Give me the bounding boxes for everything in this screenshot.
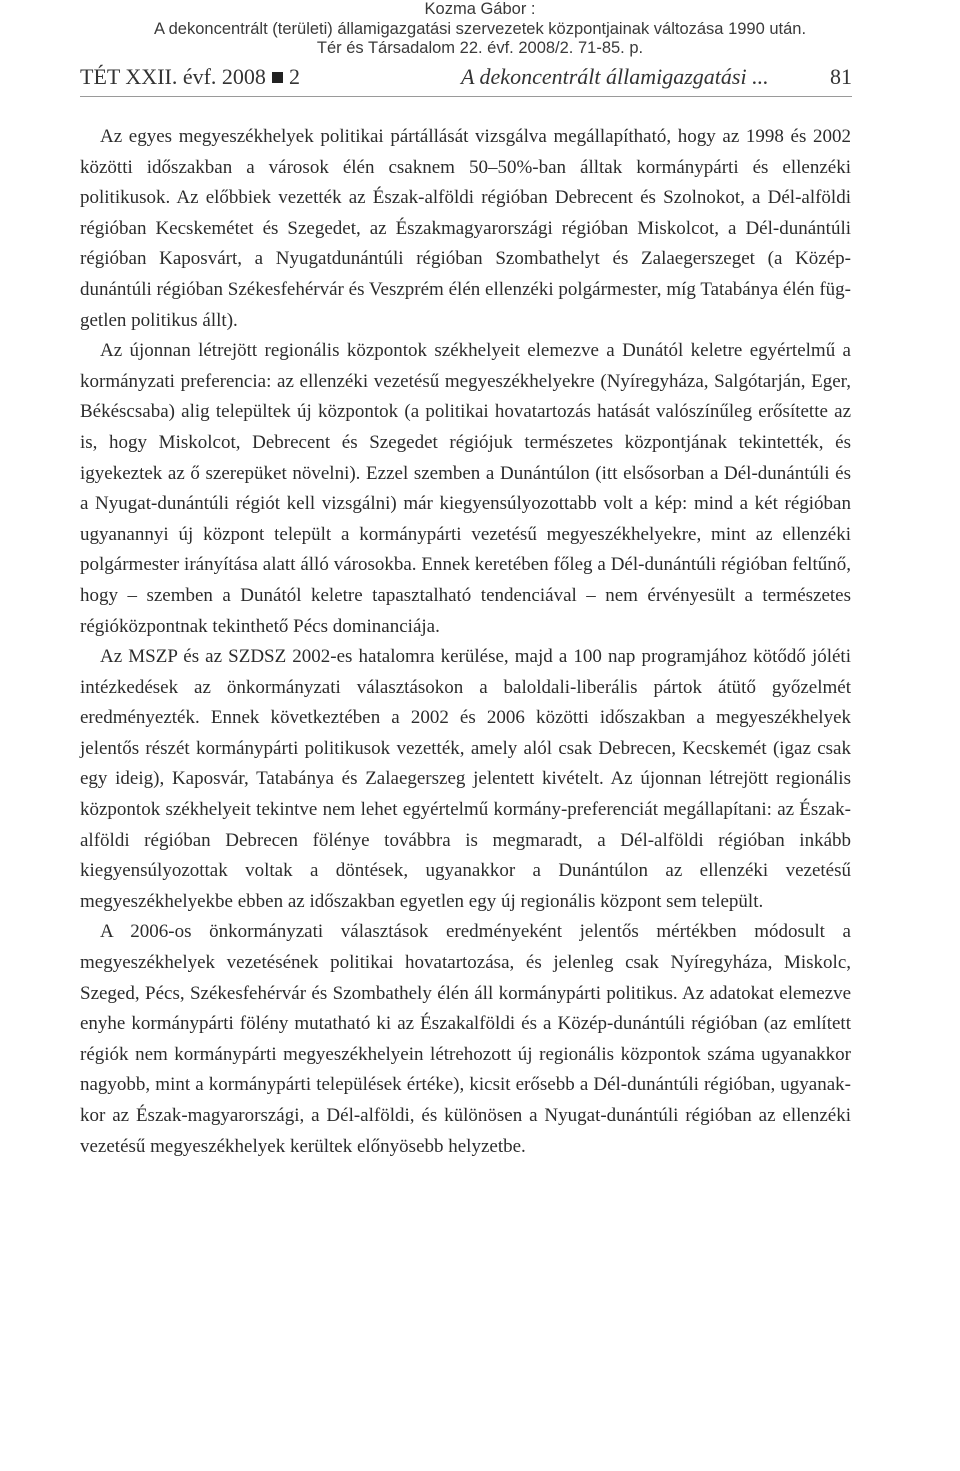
paragraph-2: Az újonnan létrejött regionális központok székhelyeit elemezve a Dunától keletre egyértelmű a kormányzati preferencia: az ellenzéki vezetésű megyeszékhelyekre (Nyíregyháza, Salgótarján, Eger, Békéscsaba) alig települtek új központok (a politikai hovatartozás hatását valószínűleg erősítette az is, hogy Miskolcot, Debrecent és Szegedet régiójuk természetes központjának tekintették, és igyekeztek az ő szerepüket növelni). Ezzel szemben a Dunántúlon (itt elsősorban a Dél-dunántúli és a Nyugat-dunántúli régiót kell vizsgálni) már kiegyensúlyozottabb volt a kép: mind a két régióban ugyanannyi új központ települt a kormánypárti vezetésű megyeszékhelyekre, mint az ellenzéki polgármester irányítása alatt álló városokba. Ennek keretében főleg a Dél-dunántúli régióban feltűnő, hogy – szemben a Dunától keletre tapasztalható tendenciával – nem érvényesült a természetes régióközpontnak tekinthető Pécs dominanciája.	[80, 340, 851, 637]
running-header	[80, 62, 852, 97]
running-title: A dekoncentrált államigazgatási ...	[461, 64, 769, 89]
article-body	[80, 122, 851, 1162]
paragraph-4: A 2006-os önkormányzati választások eredményeként jelentős mértékben módosult a megyeszékhelyek vezetésének politikai hovatartozása, és jelenleg csak Nyíregyháza, Miskolc, Szeged, Pécs, Székesfehérvár és Szombathely élén áll kormánypárti politikus. Az adatokat elemezve enyhe kormánypárti fölény mutatható ki az Északalföldi és a Közép-dunántúli régióban (az említett régiók nem kormánypárti megyeszékhelyein létrehozott új regionális központok száma ugyanakkor nagyobb, mint a kormánypárti települések értéke), kicsit erősebb a Dél-dunántúli régióban, ugyanakkor az Észak-magyarországi, a Dél-alföldi, és különösen a Nyugat-dunántúli régióban az ellenzéki vezetésű megyeszékhelyek kerültek előnyösebb helyzetbe.	[80, 921, 851, 1157]
journal-label: TÉT XXII. évf. 2008	[80, 64, 266, 89]
page-number: 81	[830, 64, 852, 89]
citation-author: Kozma Gábor :	[424, 0, 536, 18]
citation-source: Tér és Társadalom 22. évf. 2008/2. 71-85. p.	[316, 39, 644, 57]
square-bullet-icon	[272, 72, 283, 83]
issue-number: 2	[288, 64, 300, 89]
citation-block	[0, 0, 960, 59]
running-header-journal-group	[80, 62, 300, 92]
citation-title: A dekoncentrált (területi) államigazgatási szervezetek központjainak változása 1990 után.	[153, 19, 807, 38]
paragraph-1: Az egyes megyeszékhelyek politikai pártállását vizsgálva megállapítható, hogy az 1998 és 2002 közötti időszakban a városok élén csaknem 50–50%-ban álltak kormánypárti és ellenzéki politikusok. Az előbbiek vezették az Észak-alföldi régióban Debrecent és Szolnokot, a Dél-alföldi régióban Kecskemétet és Szegedet, az Északmagyarországi régióban Miskolcot, a Dél-dunántúli régióban Kaposvárt, a Nyugatdunántúli régióban Szombathelyt és Zalaegerszeget (a Közép-dunántúli régióban Székesfehérvár és Veszprém élén ellenzéki polgármester, míg Tatabánya élén független politikus állt).	[80, 126, 851, 331]
paragraph-3: Az MSZP és az SZDSZ 2002-es hatalomra kerülése, majd a 100 nap programjához kötődő jóléti intézkedések az önkormányzati választásokon a baloldali-liberális pártok átütő győzelmét eredményezték. Ennek következtében a 2002 és 2006 közötti időszakban a megyeszékhelyek jelentős részét kormánypárti politikusok vezették, amely alól csak Debrecen, Kecskemét (igaz csak egy ideig), Kaposvár, Tatabánya és Zalaegerszeg jelentett kivételt. Az újonnan létrejött regionális központok székhelyeit tekintve nem lehet egyértelmű kormány-preferenciát megállapítani: az Északalföldi régióban Debrecen fölénye továbbra is megmaradt, a Dél-alföldi régióban inkább kiegyensúlyozottak voltak a döntések, ugyanakkor a Dunántúlon az ellenzéki vezetésű megyeszékhelyekbe ebben az időszakban egyetlen egy új regionális központ sem települt.	[80, 646, 851, 912]
